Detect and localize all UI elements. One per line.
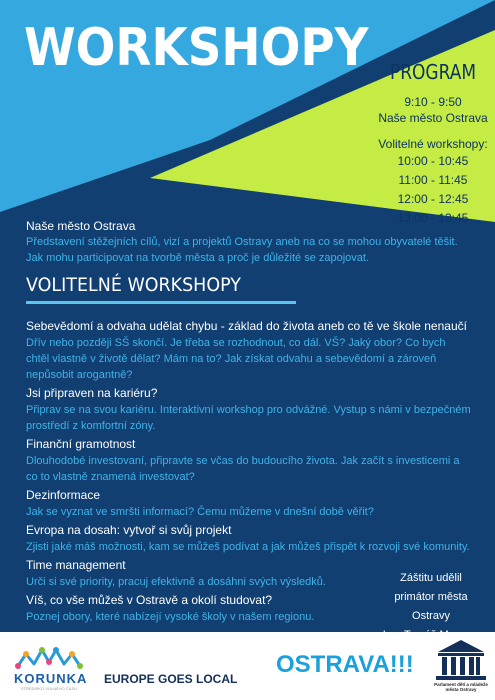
parlament-logo[interactable] bbox=[428, 638, 494, 698]
program-time: 13:00 - 13:45 bbox=[397, 211, 469, 225]
workshop-item bbox=[26, 557, 366, 590]
program-volitelne-label: Volitelné workshopy: bbox=[378, 137, 488, 151]
patron-line: primátor města Ostravy bbox=[394, 591, 468, 622]
workshop-item bbox=[26, 436, 471, 485]
korunka-sub: STŘEDISKO VOLNÉHO ČASU bbox=[20, 686, 77, 691]
program-time: 11:00 - 11:45 bbox=[398, 173, 468, 187]
intro-heading: Naše město Ostrava bbox=[26, 219, 136, 233]
korunka-logo[interactable] bbox=[14, 642, 88, 698]
footer-logos bbox=[0, 632, 495, 700]
section-title: VOLITELNÉ WORKSHOPY bbox=[26, 274, 241, 296]
workshop-title: Dezinformace bbox=[26, 488, 101, 502]
section-divider bbox=[26, 301, 296, 304]
workshop-item bbox=[26, 487, 471, 520]
workshop-item bbox=[26, 385, 471, 434]
workshop-title: Evropa na dosah: vytvoř si svůj projekt bbox=[26, 523, 232, 537]
building-icon bbox=[428, 638, 494, 682]
intro-block bbox=[26, 218, 466, 266]
workshop-item bbox=[26, 592, 366, 625]
program-time: 10:00 - 10:45 bbox=[397, 154, 469, 168]
workshop-desc: Urči si své priority, pracuj efektivně a dosáhni svých výsledků. bbox=[26, 576, 326, 588]
workshop-title: Finanční gramotnost bbox=[26, 437, 136, 451]
ostrava-logo[interactable]: OSTRAVA!!! bbox=[276, 651, 414, 678]
workshop-desc: Dlouhodobé investovaní, připravte se včas do budoucího života. Jak začít s investicemi a co to vlastně znamená investovat? bbox=[26, 455, 460, 483]
workshop-desc: Jak se vyznat ve smršti informací? Čemu můžeme v dnešní době věřit? bbox=[26, 506, 374, 518]
workshop-desc: Zjisti jaké máš možnosti, kam se můžeš podívat a jak můžeš přispět k rozvoji své komunity. bbox=[26, 541, 470, 553]
korunka-name: KORUNKA bbox=[14, 671, 88, 686]
parlament-text: Parlament dětí a mládeže města Ostravy bbox=[434, 682, 488, 692]
europe-goes-local-logo[interactable]: EUROPE GOES LOCAL bbox=[104, 672, 238, 686]
page-title: WORKSHOPY bbox=[24, 18, 369, 78]
workshop-title: Time management bbox=[26, 558, 126, 572]
program-heading: PROGRAM bbox=[389, 60, 477, 84]
workshop-title: Víš, co vše můžeš v Ostravě a okolí studovat? bbox=[26, 593, 273, 607]
workshop-item bbox=[26, 318, 471, 383]
program-box bbox=[377, 60, 489, 228]
workshop-desc: Připrav se na svou kariéru. Interaktivní workshop pro odvážné. Vystup s námi v bezpečném prostředí z komfortní zóny. bbox=[26, 404, 471, 432]
patron-line: Záštitu udělil bbox=[400, 572, 462, 584]
workshop-item bbox=[26, 522, 471, 555]
program-time: 12:00 - 12:45 bbox=[397, 192, 469, 206]
workshop-desc: Poznej obory, které nabízejí vysoké školy v našem regionu. bbox=[26, 611, 315, 623]
workshop-title: Jsi připraven na kariéru? bbox=[26, 386, 158, 400]
crown-icon bbox=[14, 642, 84, 672]
program-line: 9:10 - 9:50 bbox=[404, 95, 462, 109]
program-line: Naše město Ostrava bbox=[378, 111, 488, 125]
intro-text: Představení stěžejních cílů, vizí a projektů Ostravy aneb na co se mohou obyvatelé těšit. Jak mohu participovat na tvorbě města a proč je důležité se zapojovat. bbox=[26, 236, 458, 264]
workshop-desc: Dřív nebo později SŠ skončí. Je třeba se rozhodnout, co dál. VŠ? Jaký obor? Co bych chtěl vlastně v životě dělat? Mám na to? Jak získat odvahu a sebevědomí a zároveň nepůsobit arogantně? bbox=[26, 337, 446, 381]
workshop-title: Sebevědomí a odvaha udělat chybu - základ do života aneb co tě ve škole nenaučí bbox=[26, 319, 467, 333]
